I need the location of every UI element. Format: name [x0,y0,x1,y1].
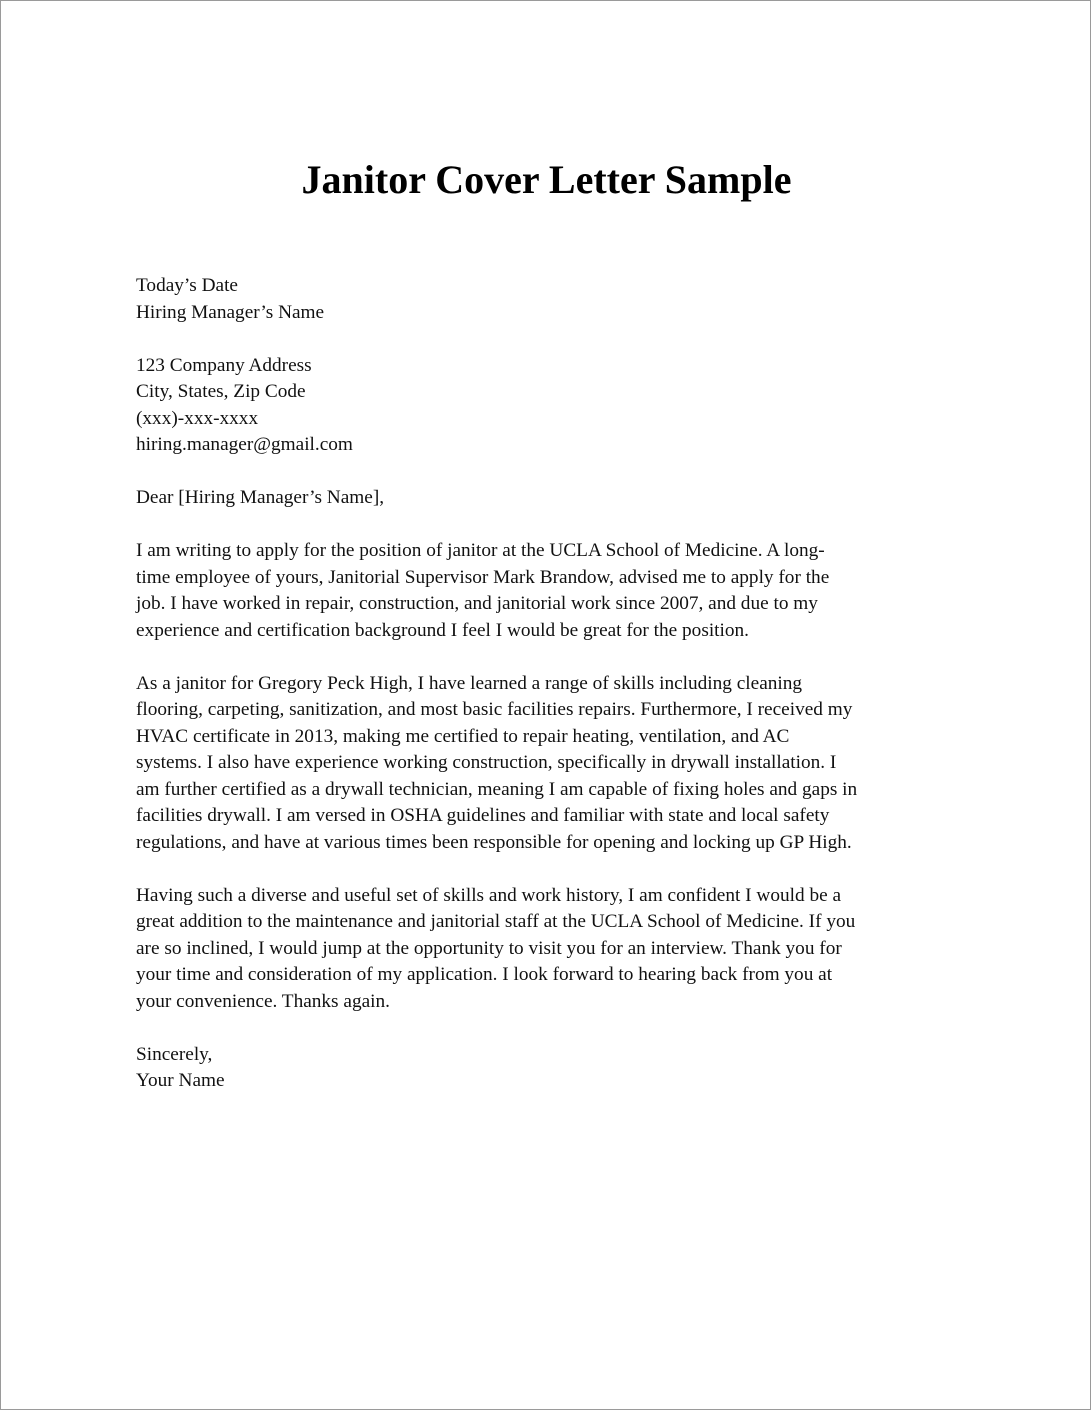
address-line: 123 Company Address [136,354,312,376]
spacer [136,1015,966,1042]
letter-body [136,273,966,1095]
paragraph-line: As a janitor for Gregory Peck High, I have learned a range of skills including cleaning [136,672,803,694]
document-title: Janitor Cover Letter Sample [301,157,792,202]
spacer [136,512,966,539]
paragraph-1 [136,538,966,644]
paragraph-line: am further certified as a drywall technician, meaning I am capable of fixing holes and gaps in [136,778,858,800]
header-block [136,273,966,326]
email-line: hiring.manager@gmail.com [136,434,353,455]
city-line: City, States, Zip Code [136,381,306,402]
spacer [136,459,966,486]
paragraph-line: are so inclined, I would jump at the opportunity to visit you for an interview. Thank you for [136,937,842,959]
paragraph-line: great addition to the maintenance and janitorial staff at the UCLA School of Medicine. If you [136,911,856,932]
recipient-name-line: Hiring Manager’s Name [136,301,325,323]
date-line: Today’s Date [136,275,238,296]
paragraph-line: time employee of yours, Janitorial Supervisor Mark Brandow, advised me to apply for the [136,566,830,588]
signature-name: Your Name [136,1070,225,1091]
paragraph-line: your convenience. Thanks again. [136,990,390,1012]
paragraph-line: HVAC certificate in 2013, making me certified to repair heating, ventilation, and AC [136,725,790,747]
address-block [136,353,966,459]
paragraph-line: facilities drywall. I am versed in OSHA guidelines and familiar with state and local safety [136,805,830,826]
phone-line: (xxx)-xxx-xxxx [136,407,259,429]
closing-block [136,1042,966,1095]
paragraph-line: regulations, and have at various times been responsible for opening and locking up GP High. [136,831,852,853]
paragraph-line: I am writing to apply for the position of janitor at the UCLA School of Medicine. A long- [136,540,825,561]
paragraph-line: experience and certification background I feel I would be great for the position. [136,619,749,641]
paragraph-line: your time and consideration of my application. I look forward to hearing back from you at [136,964,833,985]
spacer [136,326,966,353]
paragraph-line: job. I have worked in repair, construction, and janitorial work since 2007, and due to my [136,593,818,614]
paragraph-line: systems. I also have experience working construction, specifically in drywall installation. I [136,752,837,773]
paragraph-3 [136,883,966,1016]
closing: Sincerely, [136,1043,213,1065]
paragraph-line: flooring, carpeting, sanitization, and most basic facilities repairs. Furthermore, I received my [136,699,853,720]
spacer [136,644,966,671]
salutation: Dear [Hiring Manager’s Name], [136,487,385,508]
paragraph-2 [136,671,966,857]
spacer [136,856,966,883]
paragraph-line: Having such a diverse and useful set of skills and work history, I am confident I would be a [136,884,842,906]
